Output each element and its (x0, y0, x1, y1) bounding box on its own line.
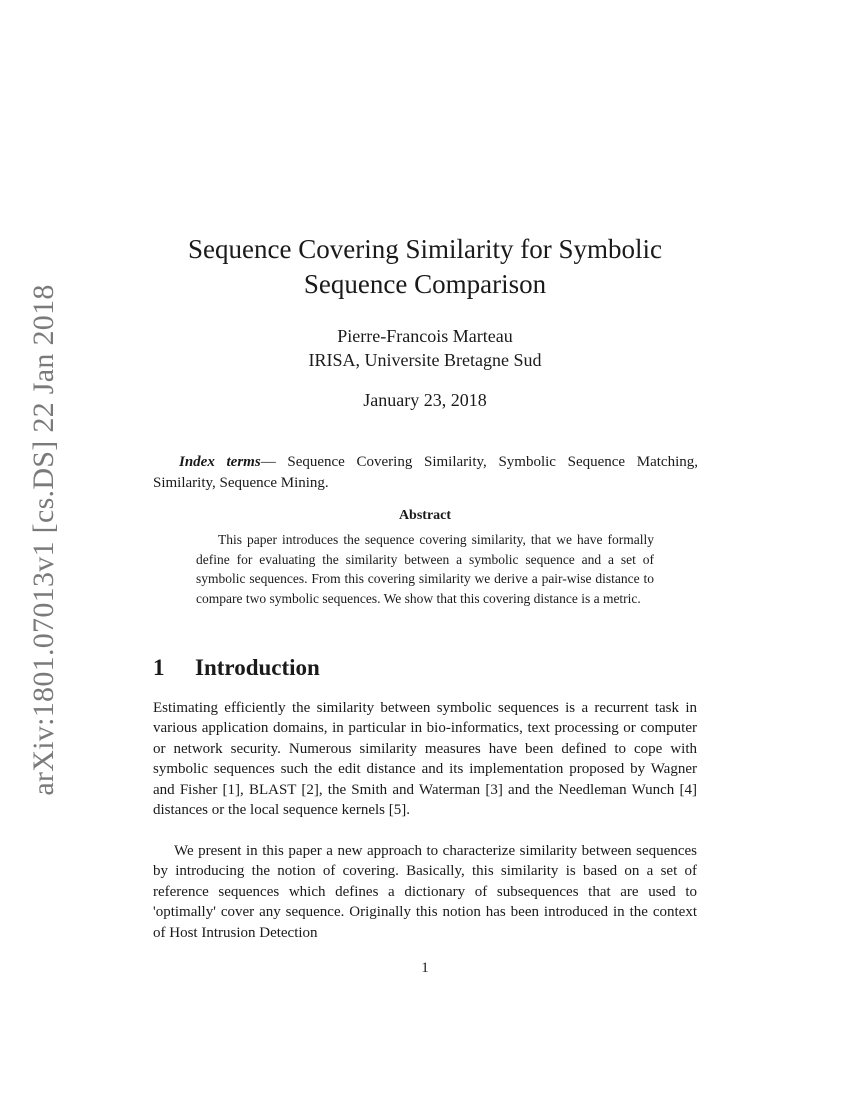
paper-title: Sequence Covering Similarity for Symbolic Sequence Comparison (188, 234, 662, 299)
body-paragraph: We present in this paper a new approach to characterize similarity between sequences by introducing the notion of covering. Basically, this similarity is based on a set of reference sequences which defines a dictionary of subsequences that are used to 'optimally' cover any sequence. Originally this notion has been introduced in the context of Host Intrusion Detection (153, 843, 697, 941)
author-name: Pierre-Francois Marteau (337, 326, 513, 346)
index-terms (153, 452, 698, 494)
arxiv-stamp: arXiv:1801.07013v1 [cs.DS] 22 Jan 2018 (27, 284, 60, 796)
section-heading (153, 655, 320, 681)
abstract-heading: Abstract (398, 508, 452, 523)
section-number: 1 (153, 655, 165, 680)
paper-date: January 23, 2018 (363, 390, 487, 410)
abstract-body: This paper introduces the sequence covering similarity, that we have formally define for evaluating the similarity between a symbolic sequence and a set of symbolic sequences. From this covering similarity we derive a pair-wise distance to compare two symbolic sequences. We show that this covering distance is a metric. (196, 532, 654, 606)
author-affiliation: IRISA, Universite Bretagne Sud (308, 350, 542, 370)
index-terms-text: — Sequence Covering Similarity, Symbolic Sequence Matching, Similarity, Sequence Mining. (153, 454, 698, 491)
page-number: 1 (421, 960, 429, 976)
section-title: Introduction (195, 655, 320, 680)
index-terms-label: Index terms (179, 454, 261, 470)
body-paragraph: Estimating efficiently the similarity between symbolic sequences is a recurrent task in various application domains, in particular in bio-informatics, text processing or computer or network security. Numerous similarity measures have been defined to cope with symbolic sequences such the edit distance and its implementation proposed by Wagner and Fisher [1], BLAST [2], the Smith and Waterman [3] and the Needleman Wunch [4] distances or the local sequence kernels [5]. (153, 700, 697, 819)
